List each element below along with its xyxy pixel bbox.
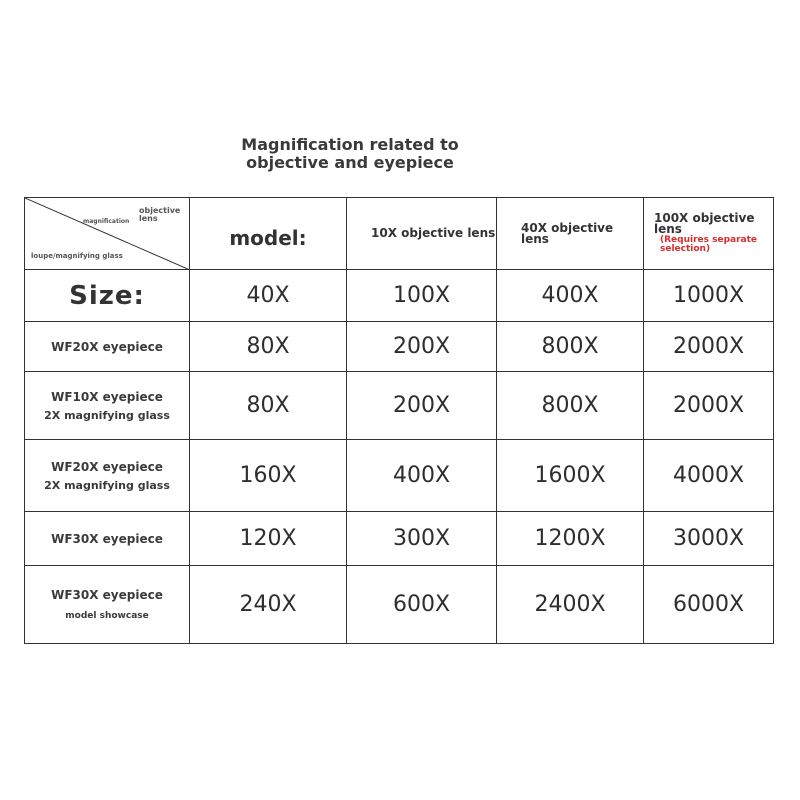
cell-value: 400X — [347, 440, 497, 512]
col-header-10x-label: 10X objective lens — [371, 226, 496, 240]
row-label-sub: model showcase — [65, 610, 149, 621]
cell-value: 200X — [347, 372, 497, 440]
cell-value: 4000X — [644, 440, 774, 512]
col-header-10x — [347, 198, 497, 270]
cell-value: 200X — [347, 322, 497, 372]
objective-lens-label: objective lens — [139, 206, 181, 223]
magnification-label: magnification — [83, 218, 130, 225]
row-label — [25, 512, 190, 566]
row-label: Size: — [25, 270, 190, 322]
cell-value: 600X — [347, 566, 497, 644]
cell-value: 100X — [347, 270, 497, 322]
row-label-sub: 2X magnifying glass — [44, 478, 170, 492]
title-line-2: objective and eyepiece — [246, 153, 454, 172]
cell-value: 80X — [190, 322, 347, 372]
cell-value: 400X — [497, 270, 644, 322]
cell-value: 2400X — [497, 566, 644, 644]
cell-value: 80X — [190, 372, 347, 440]
cell-value: 40X — [190, 270, 347, 322]
table-row — [25, 512, 774, 566]
col-header-100x-label: 100X objective lens — [654, 211, 755, 236]
row-label — [25, 372, 190, 440]
cell-value: 240X — [190, 566, 347, 644]
title-line-1: Magnification related to — [241, 135, 459, 154]
table-row — [25, 372, 774, 440]
cell-value: 2000X — [644, 322, 774, 372]
col-header-40x — [497, 198, 644, 270]
cell-value: 1200X — [497, 512, 644, 566]
cell-value: 6000X — [644, 566, 774, 644]
cell-value: 2000X — [644, 372, 774, 440]
col-header-100x — [644, 198, 774, 270]
corner-cell — [25, 198, 190, 270]
row-label — [25, 322, 190, 372]
row-label — [25, 566, 190, 644]
cell-value: 120X — [190, 512, 347, 566]
row-label-main: WF20X eyepiece — [51, 459, 163, 474]
row-label-main: WF10X eyepiece — [51, 389, 163, 404]
cell-value: 1600X — [497, 440, 644, 512]
table-row — [25, 322, 774, 372]
cell-value: 160X — [190, 440, 347, 512]
model-label: model: — [190, 198, 347, 270]
row-label-main: WF30X eyepiece — [51, 587, 163, 602]
header-row — [25, 198, 774, 270]
table-row — [25, 270, 774, 322]
table-row — [25, 440, 774, 512]
col-header-100x-note: (Requires separate selection) — [660, 235, 758, 254]
row-label — [25, 440, 190, 512]
row-label-sub: 2X magnifying glass — [44, 408, 170, 422]
cell-value: 800X — [497, 322, 644, 372]
cell-value: 300X — [347, 512, 497, 566]
loupe-label: loupe/magnifying glass — [31, 252, 123, 260]
cell-value: 1000X — [644, 270, 774, 322]
cell-value: 3000X — [644, 512, 774, 566]
row-label-main: WF20X eyepiece — [51, 339, 163, 354]
cell-value: 800X — [497, 372, 644, 440]
page-title — [200, 136, 500, 172]
row-label-main: WF30X eyepiece — [51, 531, 163, 546]
magnification-table — [24, 197, 774, 644]
table-row — [25, 566, 774, 644]
col-header-40x-label: 40X objective lens — [521, 220, 614, 246]
